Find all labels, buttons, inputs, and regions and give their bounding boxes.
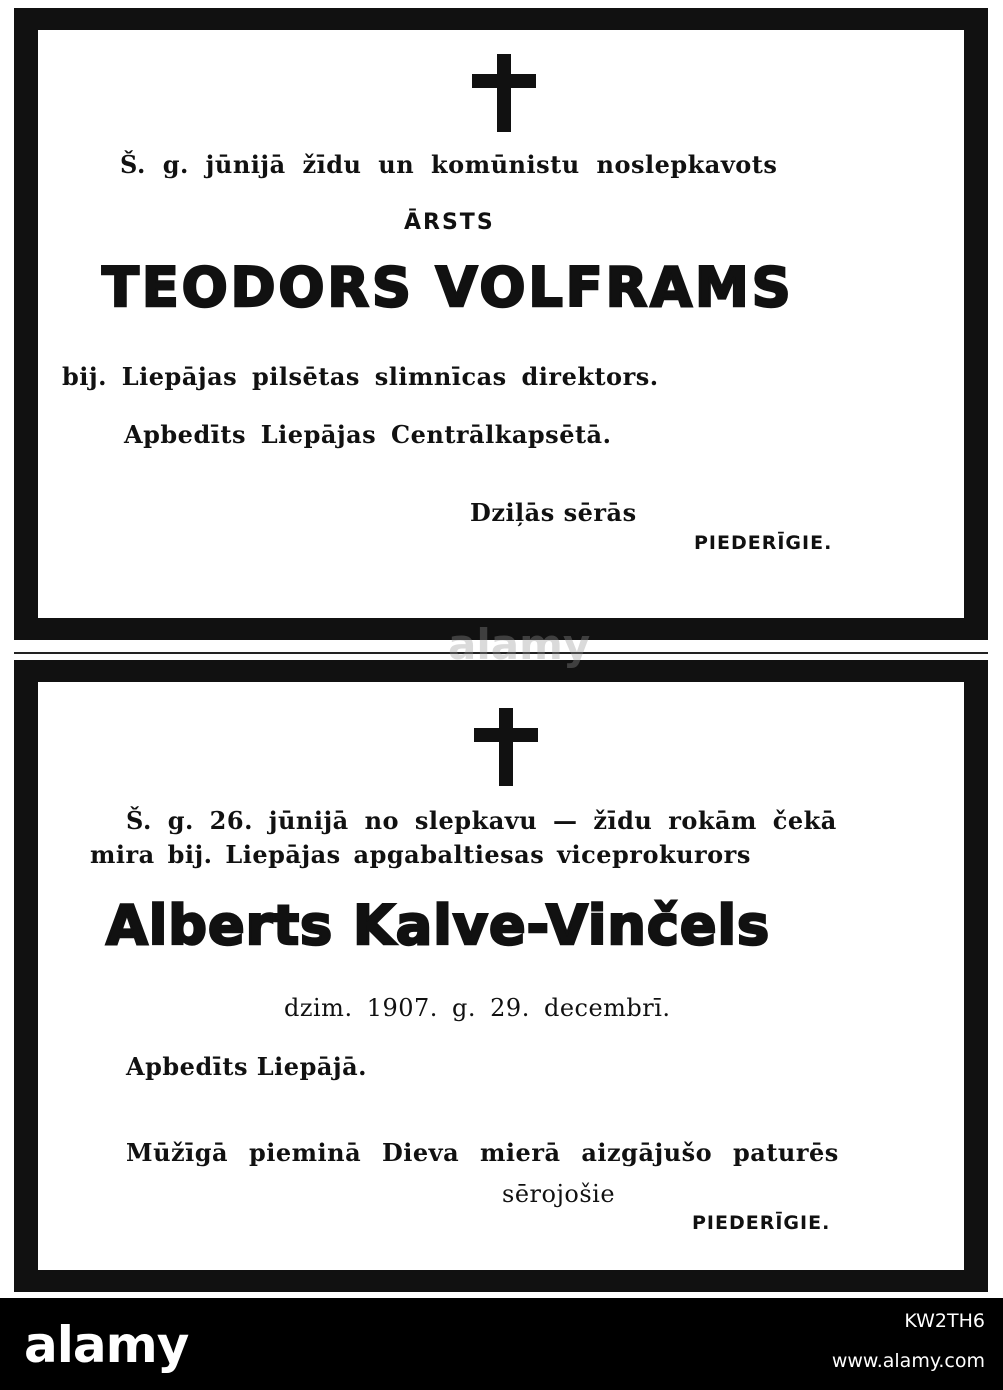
notice1-title: ĀRSTS [404, 210, 495, 235]
cross-icon [474, 708, 538, 786]
watermark: alamy [448, 620, 591, 669]
notice2-closing-line2: sērojošie [502, 1180, 616, 1208]
notice2-closing-line1: Mūžīgā pieminā Dieva mierā aizgājušo paturēs [126, 1138, 839, 1167]
notice1-line2: bij. Liepājas pilsētas slimnīcas direktors. [62, 362, 659, 391]
cross-icon [472, 54, 536, 132]
notice1-line1: Š. g. jūnijā žīdu un komūnistu noslepkavots [120, 150, 778, 179]
notice2-buried: Apbedīts Liepājā. [126, 1052, 367, 1081]
notice2-born: dzim. 1907. g. 29. decembrī. [284, 994, 671, 1022]
alamy-logo: alamy [24, 1316, 189, 1374]
stock-footer [0, 1298, 1003, 1390]
image-id: KW2TH6 [904, 1310, 985, 1332]
notice1-signature: PIEDERĪGIE. [694, 532, 833, 554]
notice1-closing: Dziļās sērās [470, 498, 637, 527]
site-url: www.alamy.com [831, 1350, 985, 1372]
notice2-line1: Š. g. 26. jūnijā no slepkavu — žīdu rokām čekā [126, 806, 837, 835]
notice2-signature: PIEDERĪGIE. [692, 1212, 831, 1234]
notice2-line2: mira bij. Liepājas apgabaltiesas viceprokurors [90, 840, 751, 869]
notice1-line3: Apbedīts Liepājas Centrālkapsētā. [124, 420, 612, 449]
notice1-name: TEODORS VOLFRAMS [102, 256, 794, 319]
notice2-name: Alberts Kalve-Vinčels [106, 894, 771, 957]
